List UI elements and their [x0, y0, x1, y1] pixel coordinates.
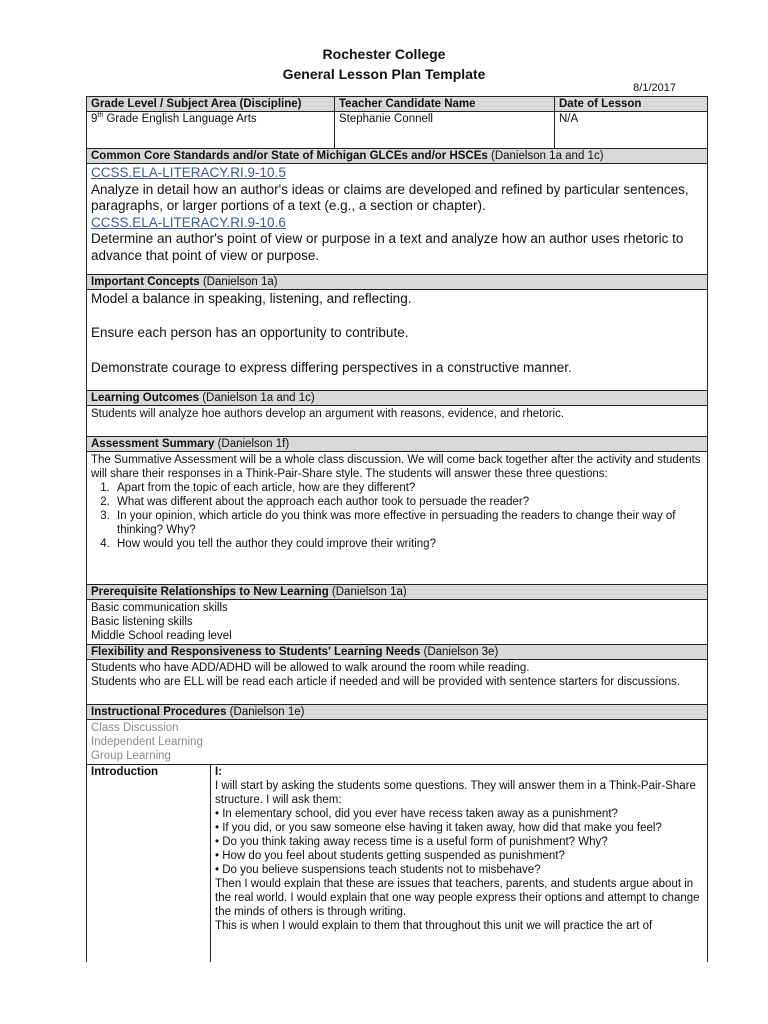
outcomes-body: [87, 406, 707, 437]
flex-body: [87, 660, 707, 705]
college-title: Rochester College: [322, 46, 446, 62]
intro-bullet-3: • Do you think taking away recess time is a useful form of punishment? Why?: [215, 836, 608, 848]
intro-bullet-1: • In elementary school, did you ever have recess taken away as a punishment?: [215, 808, 618, 820]
concepts-body: [87, 290, 707, 391]
teacher-name-value: Stephanie Connell: [335, 112, 555, 148]
procedure-2: Independent Learning: [91, 736, 203, 748]
introduction-para-2: Then I would explain that these are issues that teachers, parents, and students argue about in the real world. I would explain that one way people express their options and attempt to change the minds of others is through writing.: [215, 878, 700, 918]
teacher-name-header: Teacher Candidate Name: [335, 97, 555, 111]
procedures-body: [87, 720, 707, 765]
concepts-header: Important Concepts (Danielson 1a): [87, 275, 707, 290]
introduction-marker: I:: [215, 766, 223, 778]
procedure-1: Class Discussion: [91, 722, 179, 734]
template-title: General Lesson Plan Template: [282, 66, 486, 82]
question-1: 1. Apart from the topic of each article, how are they different?: [113, 481, 703, 495]
concept-3: Demonstrate courage to express differing perspectives in a constructive manner.: [91, 360, 572, 375]
introduction-para-1: I will start by asking the students some questions. They will answer them in a Think-Pair-Share structure. I will ask them:: [215, 780, 696, 806]
flex-2: Students who are ELL will be read each article if needed and will be provided with sentence starters for discussions.: [91, 676, 680, 688]
assessment-body: [87, 452, 707, 585]
grade-level-header: Grade Level / Subject Area (Discipline): [87, 97, 335, 111]
introduction-label: Introduction: [87, 765, 211, 962]
grade-level-value: 9th Grade English Language Arts: [87, 112, 335, 148]
info-values-row: [87, 112, 707, 149]
concept-1: Model a balance in speaking, listening, and reflecting.: [91, 291, 412, 306]
standard-link-1[interactable]: CCSS.ELA-LITERACY.RI.9-10.5: [91, 165, 286, 180]
flex-header: Flexibility and Responsiveness to Students' Learning Needs (Danielson 3e): [87, 645, 707, 660]
prereq-3: Middle School reading level: [91, 630, 232, 642]
lesson-plan-table: [86, 96, 708, 962]
outcomes-header: Learning Outcomes (Danielson 1a and 1c): [87, 391, 707, 406]
introduction-row: [87, 765, 707, 962]
lesson-date-value: N/A: [559, 113, 579, 125]
assessment-questions: [91, 481, 703, 551]
prereq-header: Prerequisite Relationships to New Learning (Danielson 1a): [87, 585, 707, 600]
intro-bullet-4: • How do you feel about students getting suspended as punishment?: [215, 850, 565, 862]
assessment-header: Assessment Summary (Danielson 1f): [87, 437, 707, 452]
standards-header: Common Core Standards and/or State of Michigan GLCEs and/or HSCEs (Danielson 1a and 1c): [87, 149, 707, 164]
introduction-para-3: This is when I would explain to them that throughout this unit we will practice the art of: [215, 920, 653, 932]
flex-1: Students who have ADD/ADHD will be allowed to walk around the room while reading.: [91, 662, 530, 674]
prereq-2: Basic listening skills: [91, 616, 193, 628]
procedure-3: Group Learning: [91, 750, 171, 762]
concept-2: Ensure each person has an opportunity to contribute.: [91, 324, 409, 340]
standard-text-1: Analyze in detail how an author's ideas or claims are developed and refined by particular sentences, paragraphs, or larger portions of a text (e.g., a section or chapter).: [91, 181, 689, 213]
standard-link-2[interactable]: CCSS.ELA-LITERACY.RI.9-10.6: [91, 214, 286, 230]
document-date: 8/1/2017: [633, 82, 676, 94]
intro-bullet-2: • If you did, or you saw someone else having it taken away, how did that make you feel?: [215, 822, 662, 834]
procedures-header: Instructional Procedures (Danielson 1e): [87, 705, 707, 720]
question-2: 2. What was different about the approach each author took to persuade the reader?: [113, 495, 703, 509]
intro-bullet-5: • Do you believe suspensions teach students not to misbehave?: [215, 864, 541, 876]
standard-text-2: Determine an author's point of view or purpose in a text and analyze how an author uses rhetoric to advance that point of view or purpose.: [91, 231, 684, 263]
outcome-text: Students will analyze hoe authors develop an argument with reasons, evidence, and rhetoric.: [91, 408, 565, 420]
assessment-intro: The Summative Assessment will be a whole class discussion. We will come back together after the activity and students will share their responses in a Think-Pair-Share style. The students will answer these three questions:: [91, 454, 701, 480]
prereq-body: [87, 600, 707, 645]
prereq-1: Basic communication skills: [91, 602, 228, 614]
lesson-date-header: Date of Lesson: [559, 98, 642, 110]
question-3: 3. In your opinion, which article do you think was more effective in persuading the readers to change their way of thinking? Why?: [113, 509, 703, 537]
question-4: 4. How would you tell the author they could improve their writing?: [113, 537, 703, 551]
introduction-body: [211, 765, 707, 962]
standards-body: [87, 164, 707, 275]
info-header-row: [87, 97, 707, 112]
